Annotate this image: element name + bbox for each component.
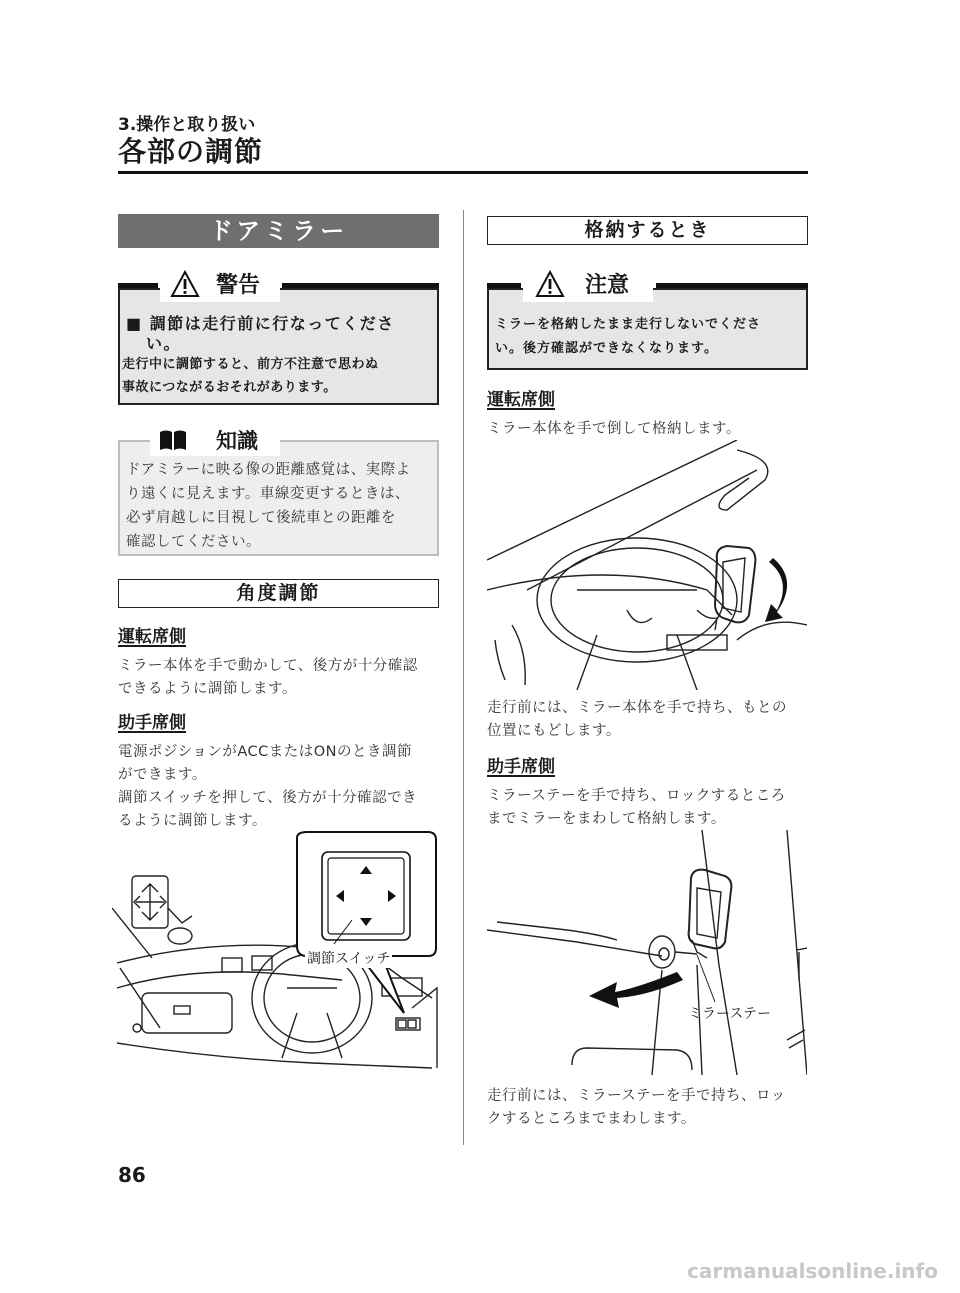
book-icon [158,428,188,452]
knowledge-line-1: ドアミラーに映る像の距離感覚は、実際よ [126,462,411,478]
right-driver-line-1: ミラー本体を手で倒して格納します。 [487,421,741,437]
warning-line-2: い。 [146,334,182,353]
mirror-stay-label: ミラーステー [688,1006,772,1022]
caution-line-2: い。後方確認ができなくなります。 [495,341,718,356]
knowledge-line-3: 必ず肩越しに目視して後続車との距離を [126,510,396,526]
angle-adjust-heading: 角度調節 [118,579,439,608]
folding-heading: 格納するとき [487,216,808,245]
right-passenger-after-2: クするところまでまわします。 [487,1111,696,1127]
driver-mirror-fold-illustration [487,440,807,690]
warning-line-1: ■ 調節は走行前に行なってくださ [126,314,395,333]
right-passenger-line-1: ミラーステーを手で持ち、ロックするところ [487,788,786,804]
warning-title-group [160,268,280,302]
warning-triangle-icon [170,270,200,298]
warning-rule-left [118,283,158,288]
left-passenger-line-1: 電源ポジションがACCまたはONのとき調節 [118,744,413,760]
left-passenger-line-4: るように調節します。 [118,813,267,829]
caution-title-group [523,268,653,302]
right-driver-after-2: 位置にもどします。 [487,723,621,739]
right-passenger-line-2: までミラーをまわして格納します。 [487,811,726,827]
left-passenger-heading: 助手席側 [118,713,186,733]
page-number: 86 [118,1163,146,1187]
knowledge-title-group [150,424,280,456]
right-passenger-heading: 助手席側 [487,757,555,777]
chapter-label: 3.操作と取り扱い [118,115,256,135]
section-title: 各部の調節 [118,135,264,168]
passenger-mirror-stay-illustration [487,830,807,1075]
left-passenger-line-2: ができます。 [118,767,207,783]
caution-line-1: ミラーを格納したまま走行しないでくださ [495,317,762,332]
adjust-switch-label: 調節スイッチ [305,948,392,968]
left-passenger-line-3: 調節スイッチを押して、後方が十分確認でき [118,790,418,806]
watermark: carmanualsonline.info [687,1259,938,1283]
dashboard-switch-illustration [112,828,442,1078]
column-divider [463,210,464,1145]
door-mirror-heading: ドアミラー [118,214,439,248]
right-driver-after-1: 走行前には、ミラー本体を手で持ち、もとの [487,700,787,716]
warning-line-3: 走行中に調節すると、前方不注意で思わぬ [122,357,379,372]
header-rule [118,171,808,174]
caution-label: 注意 [585,268,629,299]
caution-rule-right [656,283,808,288]
knowledge-line-2: り遠くに見えます。車線変更するときは、 [126,486,410,502]
warning-line-4: 事故につながるおそれがあります。 [122,380,337,395]
left-driver-line-1: ミラー本体を手で動かして、後方が十分確認 [118,658,418,674]
caution-rule-left [487,283,521,288]
caution-triangle-icon [535,270,565,298]
left-driver-line-2: できるように調節します。 [118,681,297,697]
warning-label: 警告 [216,268,260,299]
right-driver-heading: 運転席側 [487,390,555,410]
right-passenger-after-1: 走行前には、ミラーステーを手で持ち、ロッ [487,1088,786,1104]
knowledge-line-4: 確認してください。 [126,534,261,550]
left-driver-heading: 運転席側 [118,627,186,647]
knowledge-label: 知識 [216,429,258,453]
warning-rule-right [282,283,439,288]
